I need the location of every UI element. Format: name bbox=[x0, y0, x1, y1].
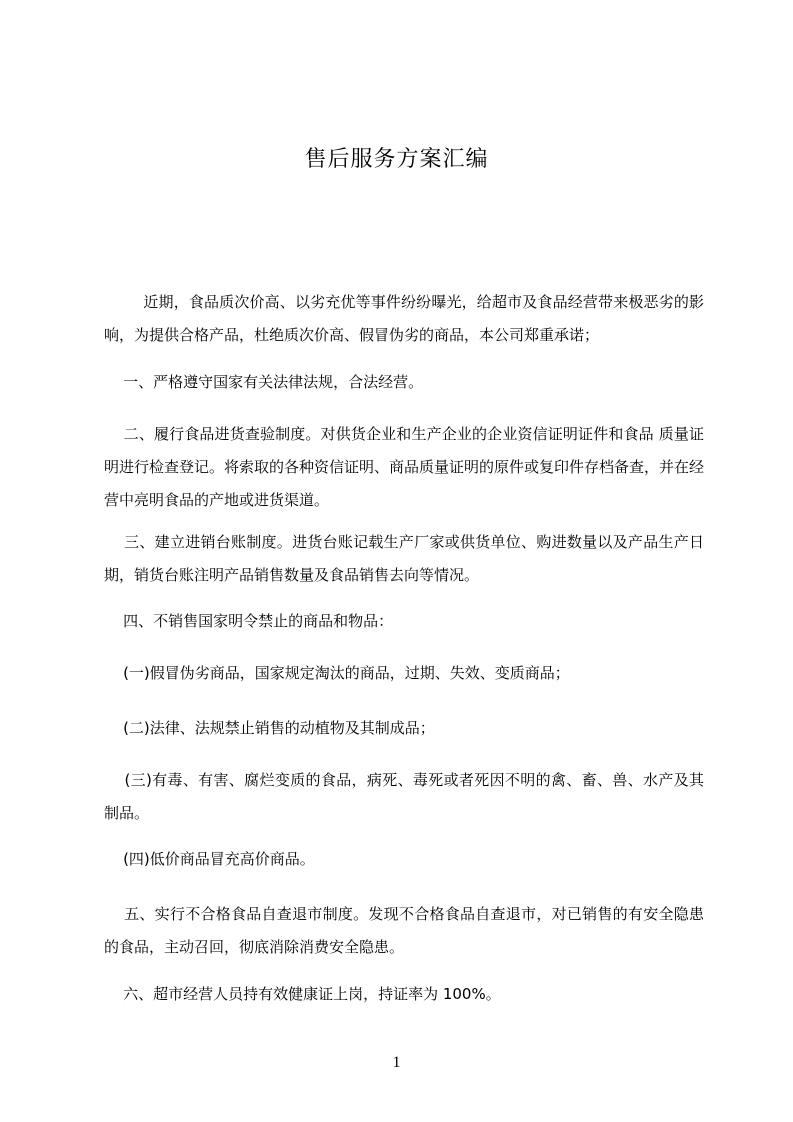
paragraph-intro: 近期，食品质次价高、以劣充优等事件纷纷曝光，给超市及食品经营带来极恶劣的影响，为提供合格产品，杜绝质次价高、假冒伪劣的商品，本公司郑重承诺； bbox=[104, 293, 704, 344]
paragraph-sub-item-1: (一)假冒伪劣商品，国家规定淘汰的商品，过期、失效、变质商品； bbox=[104, 664, 570, 682]
page-number: 1 bbox=[392, 1054, 401, 1071]
paragraph-sub-item-3: (三)有毒、有害、腐烂变质的食品，病死、毒死或者死因不明的禽、畜、兽、水产及其制品。 bbox=[104, 771, 704, 822]
paragraph-item-4: 四、不销售国家明令禁止的商品和物品： bbox=[104, 612, 394, 630]
paragraph-item-3: 三、建立进销台账制度。进货台账记载生产厂家或供货单位、购进数量以及产品生产日期，销货台账注明产品销售数量及食品销售去向等情况。 bbox=[104, 533, 704, 584]
paragraph-sub-item-4: (四)低价商品冒充高价商品。 bbox=[104, 850, 315, 868]
paragraph-item-2: 二、履行食品进货查验制度。对供货企业和生产企业的企业资信证明证件和食品 质量证明进行检查登记。将索取的各种资信证明、商品质量证明的原件或复印件存档备查，并在经营中亮明食品的产地或进货渠道。 bbox=[104, 425, 705, 509]
paragraph-sub-item-2: (二)法律、法规禁止销售的动植物及其制成品； bbox=[104, 719, 435, 737]
document-title: 售后服务方案汇编 bbox=[304, 147, 489, 172]
paragraph-item-1: 一、严格遵守国家有关法律法规，合法经营。 bbox=[104, 373, 424, 391]
paragraph-item-5: 五、实行不合格食品自查退市制度。发现不合格食品自查退市，对已销售的有安全隐患的食品，主动召回，彻底消除消费安全隐患。 bbox=[104, 905, 704, 956]
paragraph-item-6: 六、超市经营人员持有效健康证上岗，持证率为 100%。 bbox=[104, 985, 501, 1003]
